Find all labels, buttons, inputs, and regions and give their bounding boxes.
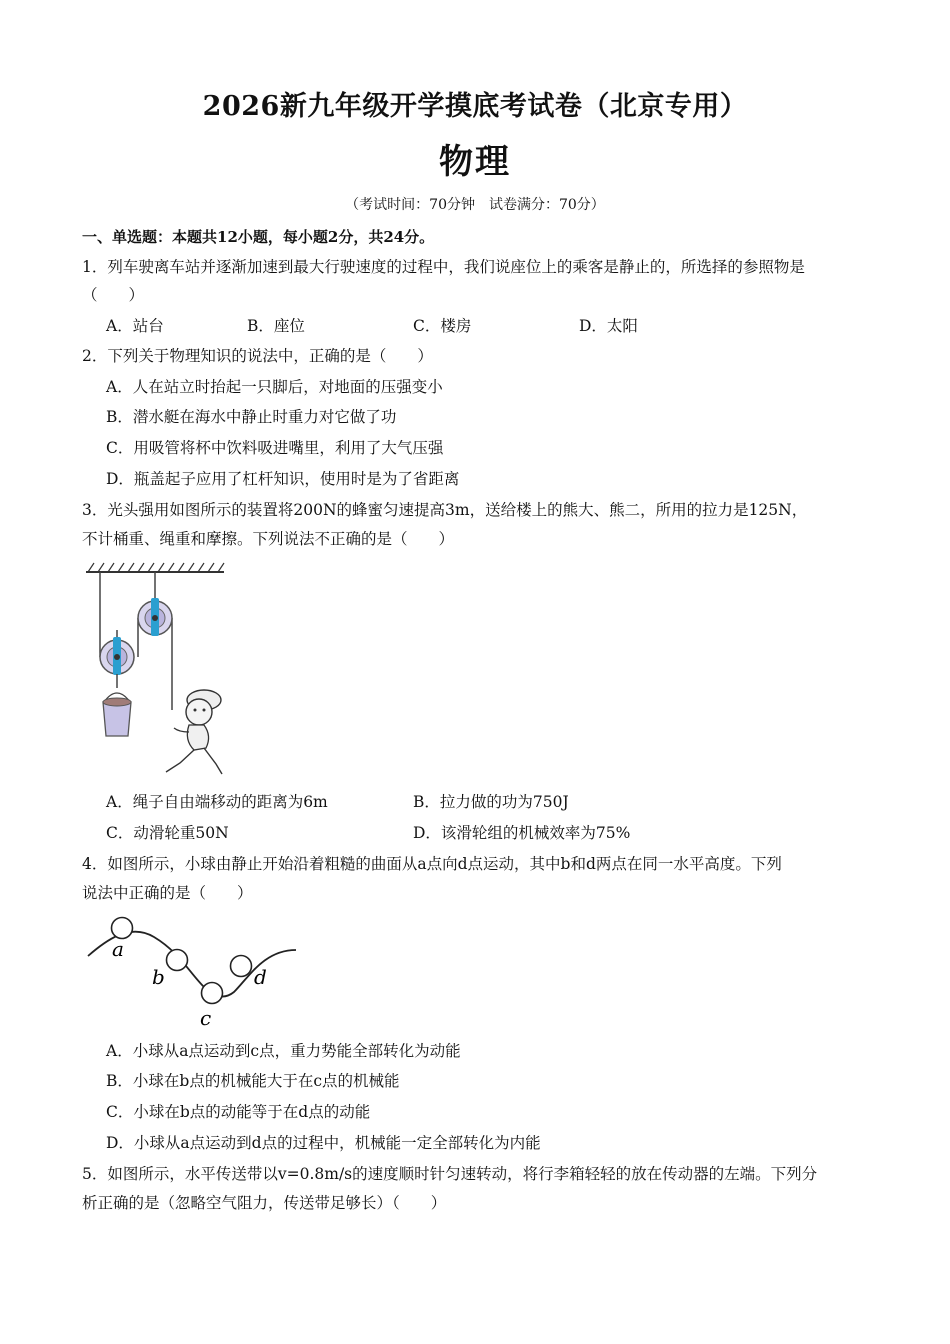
label-b: b bbox=[152, 965, 165, 989]
question-1-option-d: D．太阳 bbox=[579, 317, 638, 335]
question-5-stem-line-1: 5．如图所示，水平传送带以v=0.8m/s的速度顺时针匀速转动，将行李箱轻轻的放在传动器的左端。下列分 bbox=[82, 1165, 818, 1183]
question-4-stem-line-2: 说法中正确的是（ ） bbox=[82, 884, 253, 902]
pulley-system-figure bbox=[84, 560, 234, 780]
question-1-option-c: C．楼房 bbox=[413, 317, 472, 335]
question-2-option-b: B．潜水艇在海水中静止时重力对它做了功 bbox=[106, 408, 397, 426]
question-4-option-b: B．小球在b点的机械能大于在c点的机械能 bbox=[106, 1072, 400, 1090]
question-3-option-b: B．拉力做的功为750J bbox=[413, 793, 569, 811]
curved-track-figure bbox=[84, 912, 304, 1032]
question-2-stem: 2．下列关于物理知识的说法中，正确的是（ ） bbox=[82, 347, 433, 365]
label-d: d bbox=[254, 965, 267, 989]
question-4-option-a: A．小球从a点运动到c点，重力势能全部转化为动能 bbox=[106, 1042, 461, 1060]
question-2-option-c: C．用吸管将杯中饮料吸进嘴里，利用了大气压强 bbox=[106, 439, 444, 457]
question-2-option-d: D．瓶盖起子应用了杠杆知识，使用时是为了省距离 bbox=[106, 470, 460, 488]
question-3-stem-line-2: 不计桶重、绳重和摩擦。下列说法不正确的是（ ） bbox=[82, 530, 455, 548]
question-4-stem-line-1: 4．如图所示，小球由静止开始沿着粗糙的曲面从a点向d点运动，其中b和d两点在同一水平高度。下列 bbox=[82, 855, 782, 873]
question-3-option-d: D．该滑轮组的机械效率为75% bbox=[413, 824, 631, 842]
person-pulling-icon bbox=[166, 690, 222, 774]
ball-at-a bbox=[112, 918, 133, 939]
ball-at-d bbox=[231, 956, 252, 977]
ball-at-c bbox=[202, 983, 223, 1004]
question-1-option-b: B．座位 bbox=[247, 317, 305, 335]
question-4-option-c: C．小球在b点的动能等于在d点的动能 bbox=[106, 1103, 371, 1121]
question-3-stem-line-1: 3．光头强用如图所示的装置将200N的蜂蜜匀速提高3m，送给楼上的熊大、熊二，所用的拉力是125N， bbox=[82, 501, 808, 519]
subject-title: 物理 bbox=[439, 142, 511, 182]
exam-title: 2026新九年级开学摸底考试卷（北京专用） bbox=[202, 91, 748, 122]
section-heading: 一、单选题：本题共12小题，每小题2分，共24分。 bbox=[82, 228, 435, 246]
question-3-option-a: A．绳子自由端移动的距离为6m bbox=[106, 793, 328, 811]
label-c: c bbox=[200, 1006, 212, 1030]
question-2-option-a: A．人在站立时抬起一只脚后，对地面的压强变小 bbox=[106, 378, 443, 396]
question-1-stem-line-1: 1．列车驶离车站并逐渐加速到最大行驶速度的过程中，我们说座位上的乘客是静止的，所选择的参照物是 bbox=[82, 258, 805, 276]
ball-at-b bbox=[167, 950, 188, 971]
question-5-stem-line-2: 析正确的是（忽略空气阻力，传送带足够长）（ ） bbox=[82, 1194, 447, 1212]
question-3-option-c: C．动滑轮重50N bbox=[106, 824, 229, 842]
ceiling-hatch bbox=[86, 563, 224, 572]
honey-bucket-icon bbox=[103, 693, 131, 736]
question-1-option-a: A．站台 bbox=[106, 317, 164, 335]
fixed-pulley bbox=[138, 598, 172, 636]
exam-info: （考试时间：70分钟 试卷满分：70分） bbox=[345, 197, 605, 213]
question-1-stem-line-2: （ ） bbox=[82, 286, 145, 304]
movable-pulley bbox=[100, 630, 134, 688]
label-a: a bbox=[112, 937, 124, 961]
question-4-option-d: D．小球从a点运动到d点的过程中，机械能一定全部转化为内能 bbox=[106, 1134, 541, 1152]
